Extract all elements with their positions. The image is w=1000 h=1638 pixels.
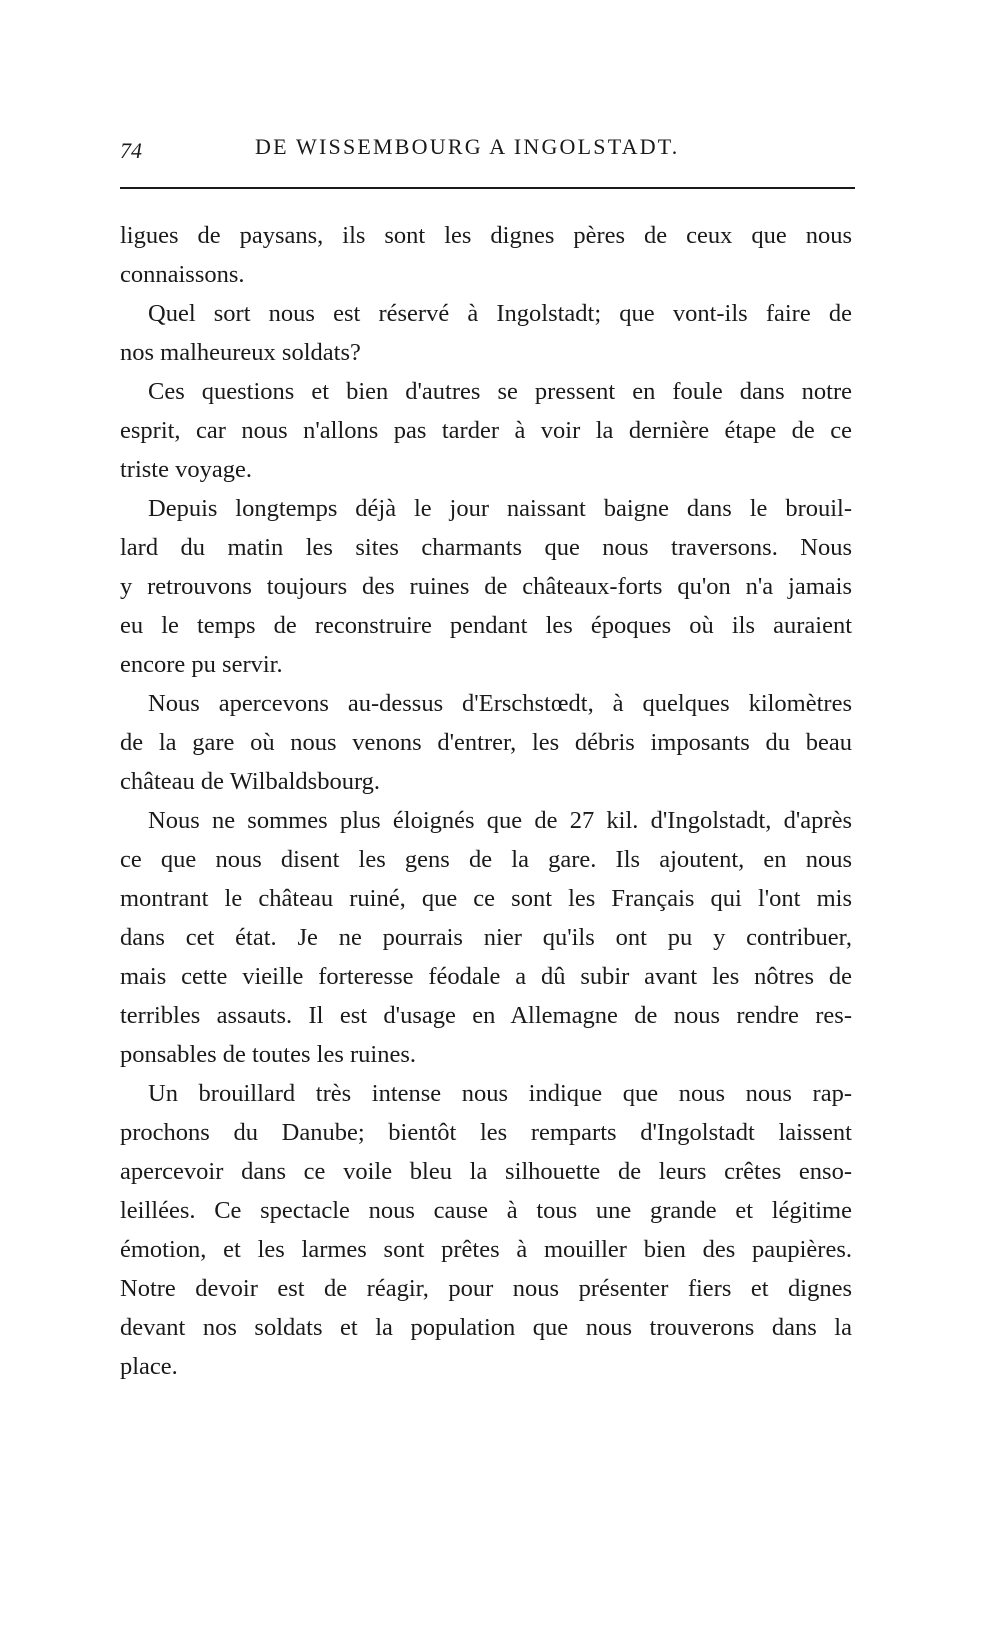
text-line: Ces questions et bien d'autres se pressent en foule dans notre	[148, 378, 852, 405]
paragraph	[120, 216, 852, 294]
text-line: dans cet état. Je ne pourrais nier qu'ils ont pu y contribuer,	[120, 924, 852, 951]
text-line: prochons du Danube; bientôt les remparts d'Ingolstadt laissent	[120, 1119, 852, 1146]
text-line: esprit, car nous n'allons pas tarder à voir la dernière étape de ce	[120, 417, 852, 444]
paragraph	[120, 372, 852, 489]
paragraph	[120, 489, 852, 684]
body-text	[120, 216, 852, 1386]
text-line: apercevoir dans ce voile bleu la silhouette de leurs crêtes enso-	[120, 1158, 852, 1185]
text-line: montrant le château ruiné, que ce sont les Français qui l'ont mis	[120, 885, 852, 912]
text-line: Quel sort nous est réservé à Ingolstadt; que vont-ils faire de	[148, 300, 852, 327]
text-line: devant nos soldats et la population que nous trouverons dans la	[120, 1314, 852, 1341]
paragraph	[120, 294, 852, 372]
text-line: lard du matin les sites charmants que nous traversons. Nous	[120, 534, 852, 561]
text-line: ce que nous disent les gens de la gare. Ils ajoutent, en nous	[120, 846, 852, 873]
header-rule	[120, 187, 855, 189]
text-line: Nous ne sommes plus éloignés que de 27 kil. d'Ingolstadt, d'après	[148, 807, 852, 834]
text-line: eu le temps de reconstruire pendant les époques où ils auraient	[120, 612, 852, 639]
paragraph	[120, 684, 852, 801]
text-line: encore pu servir.	[120, 651, 283, 678]
paragraph	[120, 1074, 852, 1386]
text-line: ponsables de toutes les ruines.	[120, 1041, 416, 1068]
text-line: château de Wilbaldsbourg.	[120, 768, 381, 795]
text-line: mais cette vieille forteresse féodale a dû subir avant les nôtres de	[120, 963, 852, 990]
text-line: y retrouvons toujours des ruines de châteaux-forts qu'on n'a jamais	[120, 573, 852, 600]
page-number: 74	[120, 138, 142, 163]
running-head: DE WISSEMBOURG A INGOLSTADT.	[255, 134, 680, 159]
text-line: de la gare où nous venons d'entrer, les débris imposants du beau	[120, 729, 852, 756]
text-line: Notre devoir est de réagir, pour nous présenter fiers et dignes	[120, 1275, 852, 1302]
text-line: Nous apercevons au-dessus d'Erschstœdt, à quelques kilomètres	[148, 690, 852, 717]
text-line: triste voyage.	[120, 456, 252, 483]
paragraph	[120, 801, 852, 1074]
text-line: émotion, et les larmes sont prêtes à mouiller bien des paupières.	[120, 1236, 852, 1263]
text-line: nos malheureux soldats?	[120, 339, 361, 366]
text-line: Un brouillard très intense nous indique que nous nous rap-	[148, 1080, 852, 1107]
text-line: leillées. Ce spectacle nous cause à tous une grande et légitime	[120, 1197, 852, 1224]
text-line: Depuis longtemps déjà le jour naissant baigne dans le brouil-	[148, 495, 852, 522]
text-line: place.	[120, 1353, 178, 1380]
text-line: ligues de paysans, ils sont les dignes pères de ceux que nous	[120, 222, 852, 249]
text-line: terribles assauts. Il est d'usage en Allemagne de nous rendre res-	[120, 1002, 852, 1029]
text-line: connaissons.	[120, 261, 245, 288]
